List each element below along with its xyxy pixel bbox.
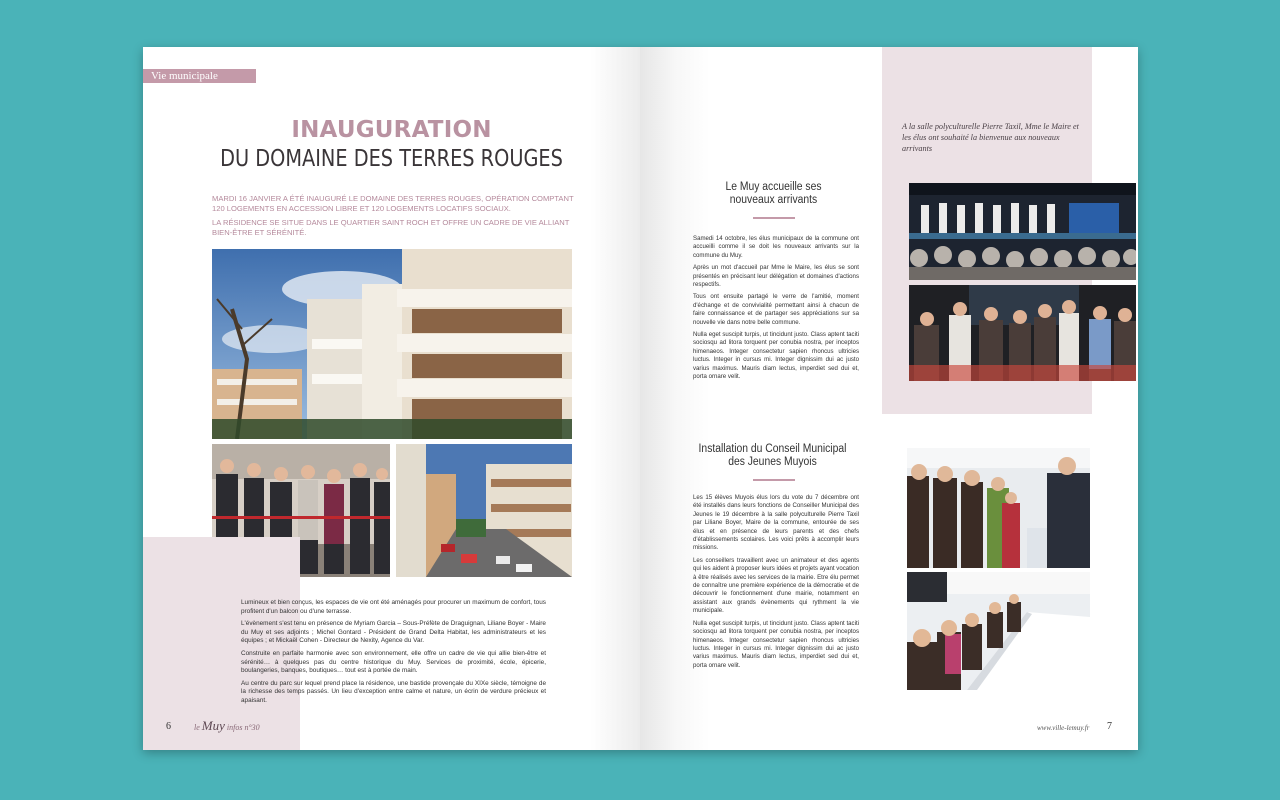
logo-suffix: infos <box>226 723 243 732</box>
right-page <box>640 47 1138 750</box>
body-paragraph: Nulla eget suscipit turpis, ut tincidunt justo. Class aptent taciti sociosqu ad litora torquent per conubia nostra, per inceptos himenaeos. Integer consectetur sapien rhoncus ultricies luctus. Integer in cursus mi. Integer dignissim dui ac justo varius maximus. Mauris diam lectus, imperdiet sed dui et, porta ornare velit. <box>693 619 859 669</box>
article-body <box>241 599 546 710</box>
body-paragraph: Samedi 14 octobre, les élus municipaux de la commune ont accueilli comme il se doit les nouveaux arrivants sur la commune du Muy. <box>693 235 859 259</box>
page-number-left: 6 <box>166 721 171 732</box>
intro-paragraph: LA RÉSIDENCE SE SITUE DANS LE QUARTIER SAINT ROCH ET OFFRE UN CADRE DE VIE ALLIANT BIEN-ÊTRE ET SÉRÉNITÉ. <box>212 218 570 237</box>
heading-underline <box>753 479 795 481</box>
body-paragraph: Au centre du parc sur lequel prend place la résidence, une bastide provençale du XIXe siècle, témoigne de la richesse des temps passés. Un lieu d'exception entre calme et nature, un écrin de verdure précieux et apaisant. <box>241 679 546 704</box>
building-photo <box>212 249 572 439</box>
article-heading-youth-council: Installation du Conseil Municipal des Jeunes Muyois <box>698 443 847 468</box>
article-title-line2: DU DOMAINE DES TERRES ROUGES <box>220 146 563 172</box>
intro-paragraph: MARDI 16 JANVIER A ÉTÉ INAUGURÉ LE DOMAINE DES TERRES ROUGES, OPÉRATION COMPTANT 120 LOGEMENTS EN ACCESSION LIBRE ET 120 LOGEMENTS LOCATIFS SOCIAUX. <box>212 194 574 213</box>
welcome-stage-photo <box>909 183 1136 280</box>
article-body-youth-council <box>693 494 859 674</box>
website-footer: www.ville-lemuy.fr <box>1037 724 1090 732</box>
body-paragraph: Nulla eget suscipit turpis, ut tincidunt justo. Class aptent taciti sociosqu ad litora torquent per conubia nostra, per inceptos himenaeos. Integer consectetur sapien rhoncus ultricies luctus. Integer in cursus mi. Integer dignissim dui ac justo varius maximus. Mauris diam lectus, imperdiet sed dui et, porta ornare velit. <box>693 331 859 381</box>
photo-caption: A la salle polyculturelle Pierre Taxil, Mme le Maire et les élus ont souhaité la bienvenue aux nouveaux arrivants <box>902 122 1079 153</box>
body-paragraph: Construite en parfaite harmonie avec son environnement, elle offre un cadre de vie qui allie bien-être et sérénité… à quelques pas du centre historique du Muy. Services de proximité, école, épicerie, boulangeries, banques, boutiques… tout est à portée de main. <box>241 649 546 675</box>
magazine-logo <box>194 718 260 734</box>
body-paragraph: Les 15 élèves Muyois élus lors du vote du 7 décembre ont été installés dans leurs fonctions de Conseiller Municipal des Jeunes le 19 décembre à la salle polyculturelle Pierre Taxil par Liliane Boyer, Maire de la commune, entourée de ses élus et en présence de leurs parents et des chefs d'établissements scolaires. Les voici prêts à accomplir leurs missions. <box>693 494 859 552</box>
article-intro <box>212 194 577 242</box>
article-title-line1: INAUGURATION <box>291 117 492 143</box>
body-paragraph: Les conseillers travaillent avec un animateur et des agents qui les aident à proposer leurs idées et projets ayant vocation à être réalisés avec les services de la mairie. Etre élu permet de connaître une première expérience de la démocratie et de découvrir le fonctionnement d'une mairie, notamment en assistant aux grands évènements qui rythment la vie municipale. <box>693 556 859 615</box>
article-heading-new-residents: Le Muy accueille ses nouveaux arrivants <box>725 181 822 206</box>
body-paragraph: Lumineux et bien conçus, les espaces de vie ont été aménagés pour procurer un maximum de confort, tous profitent d'un balcon ou d'une terrasse. <box>241 599 546 615</box>
body-paragraph: Tous ont ensuite partagé le verre de l'amitié, moment d'échange et de convivialité permettant ainsi à chacun de faire connaissance et de partager ses appréciations sur sa nouvelle vie dans notre belle commune. <box>693 293 859 326</box>
logo-prefix: le <box>194 723 200 732</box>
section-tag: Vie municipale <box>143 69 256 83</box>
article-body-new-residents <box>693 235 859 386</box>
logo-issue: n°30 <box>244 723 260 732</box>
body-paragraph: Après un mot d'accueil par Mme le Maire, les élus se sont présentés en précisant leur délégation et domaines d'actions respectifs. <box>693 264 859 289</box>
logo-name: Muy <box>201 718 225 733</box>
left-page <box>143 47 640 750</box>
body-paragraph: L'évènement s'est tenu en présence de Myriam Garcia – Sous-Préfète de Draguignan, Liliane Boyer - Maire du Muy et ses adjoints ; Michel Gontard - Président de Grand Delta Habitat, les administrateurs et les équipes ; et Mickaël Cohen - Directeur de Nexity, Agence du Var. <box>241 620 546 645</box>
youth-council-table-photo <box>907 572 1090 690</box>
page-number-right: 7 <box>1107 721 1112 732</box>
reception-crowd-photo <box>909 285 1136 381</box>
heading-underline <box>753 217 795 219</box>
street-view-photo <box>396 444 572 577</box>
youth-council-voting-photo <box>907 448 1090 568</box>
magazine-spread <box>143 47 1138 750</box>
